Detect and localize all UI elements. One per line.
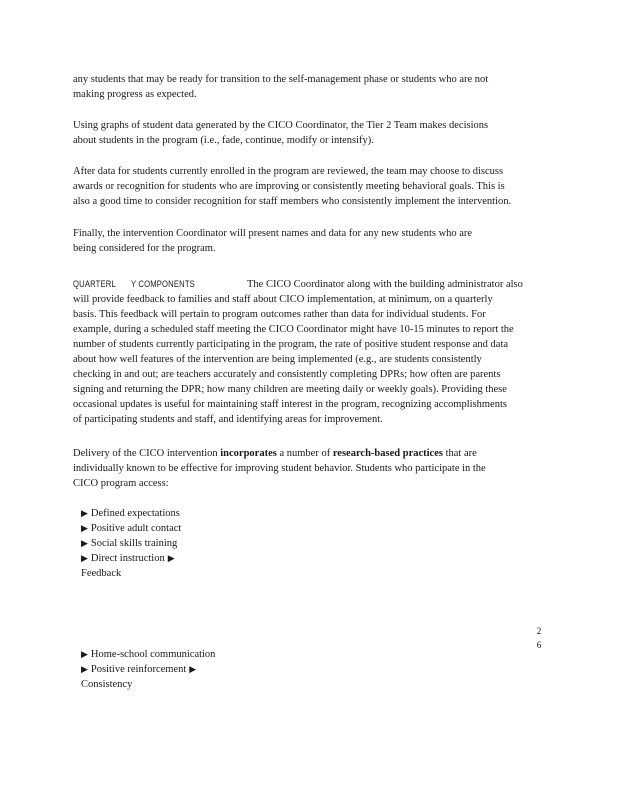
text-run: that are bbox=[442, 448, 477, 459]
text-run: The CICO Coordinator along with the building administrator also bbox=[247, 279, 523, 290]
text-line: about how well features of the intervention are being implemented (e.g., are students consistently bbox=[73, 354, 482, 365]
text-line: CICO program access: bbox=[73, 478, 169, 489]
text-line: will provide feedback to families and staff about CICO implementation, at minimum, on a quarterly bbox=[73, 294, 493, 305]
list-item-label: Positive adult contact bbox=[90, 523, 182, 534]
page-number bbox=[535, 624, 543, 652]
list-item-label: Defined expectations bbox=[90, 508, 180, 519]
text-line: any students that may be ready for transition to the self-management phase or students who are not bbox=[73, 74, 489, 85]
arrow-bullet-icon: ▶ bbox=[81, 553, 88, 563]
text-line: about students in the program (i.e., fade, continue, modify or intensify). bbox=[73, 135, 374, 146]
bold-text-run: incorporates bbox=[220, 448, 277, 459]
list-item bbox=[81, 551, 181, 566]
text-line: checking in and out; are teachers accurately and consistently completing DPRs; how often are parents bbox=[73, 369, 501, 380]
arrow-bullet-icon: ▶ bbox=[167, 553, 175, 563]
text-line: being considered for the program. bbox=[73, 243, 216, 254]
list-item bbox=[81, 536, 181, 551]
bold-text-run: research-based practices bbox=[332, 448, 443, 459]
paragraph-recognition bbox=[73, 164, 543, 209]
text-run: Delivery of the CICO intervention bbox=[73, 448, 221, 459]
arrow-bullet-icon: ▶ bbox=[81, 523, 88, 533]
text-line: basis. This feedback will pertain to program outcomes rather than data for individual students. For bbox=[73, 309, 486, 320]
practices-list-top bbox=[81, 506, 181, 581]
text-line: individually known to be effective for improving student behavior. Students who participate in the bbox=[73, 463, 486, 474]
list-item bbox=[81, 521, 181, 536]
list-item-label: Home-school communication bbox=[90, 649, 216, 660]
quarterly-first-line bbox=[73, 277, 543, 292]
page-number-digit: 2 bbox=[536, 626, 542, 636]
section-heading-part2: Y COMPONENTS bbox=[131, 279, 195, 289]
text-line: Finally, the intervention Coordinator will present names and data for any new students who are bbox=[73, 228, 473, 239]
arrow-bullet-icon: ▶ bbox=[81, 508, 88, 518]
list-item bbox=[81, 506, 181, 521]
paragraph-new-students bbox=[73, 226, 543, 256]
paragraph-quarterly bbox=[73, 277, 543, 427]
text-line: After data for students currently enrolled in the program are reviewed, the team may choose to discuss bbox=[73, 166, 504, 177]
list-item-label: Social skills training bbox=[90, 538, 178, 549]
text-line: signing and returning the DPR; how many children are meeting daily or weekly goals). Providing these bbox=[73, 384, 507, 395]
paragraph-delivery bbox=[73, 446, 543, 491]
list-item-label: Direct instruction bbox=[90, 553, 165, 564]
list-item bbox=[81, 647, 215, 662]
text-line: also a good time to consider recognition for staff members who consistently implement the intervention. bbox=[73, 196, 512, 207]
text-line: awards or recognition for students who are improving or consistently meeting behavioral goals. This is bbox=[73, 181, 505, 192]
text-run: a number of bbox=[276, 448, 333, 459]
list-item-wrap: Consistency bbox=[81, 679, 133, 690]
text-line: Using graphs of student data generated by the CICO Coordinator, the Tier 2 Team makes decisions bbox=[73, 120, 489, 131]
arrow-bullet-icon: ▶ bbox=[189, 664, 197, 674]
page-number-digit: 6 bbox=[536, 640, 542, 650]
section-heading-part1: QUARTERL bbox=[73, 279, 116, 289]
text-line: example, during a scheduled staff meeting the CICO Coordinator might have 10-15 minutes to report the bbox=[73, 324, 514, 335]
paragraph-transition bbox=[73, 72, 543, 102]
arrow-bullet-icon: ▶ bbox=[81, 538, 88, 548]
arrow-bullet-icon: ▶ bbox=[81, 664, 88, 674]
list-item-wrap: Feedback bbox=[81, 568, 122, 579]
text-line: occasional updates is useful for maintaining staff interest in the program, recognizing accomplishments bbox=[73, 399, 507, 410]
delivery-first-line bbox=[73, 446, 543, 461]
practices-list-bottom bbox=[81, 647, 215, 692]
list-item-label: Positive reinforcement bbox=[90, 664, 187, 675]
paragraph-graphs bbox=[73, 118, 543, 148]
text-line: of participating students and staff, and identifying areas for improvement. bbox=[73, 414, 383, 425]
list-item bbox=[81, 662, 215, 677]
arrow-bullet-icon: ▶ bbox=[81, 649, 88, 659]
text-line: making progress as expected. bbox=[73, 89, 197, 100]
text-line: number of students currently participating in the program, the rate of positive student response and data bbox=[73, 339, 509, 350]
